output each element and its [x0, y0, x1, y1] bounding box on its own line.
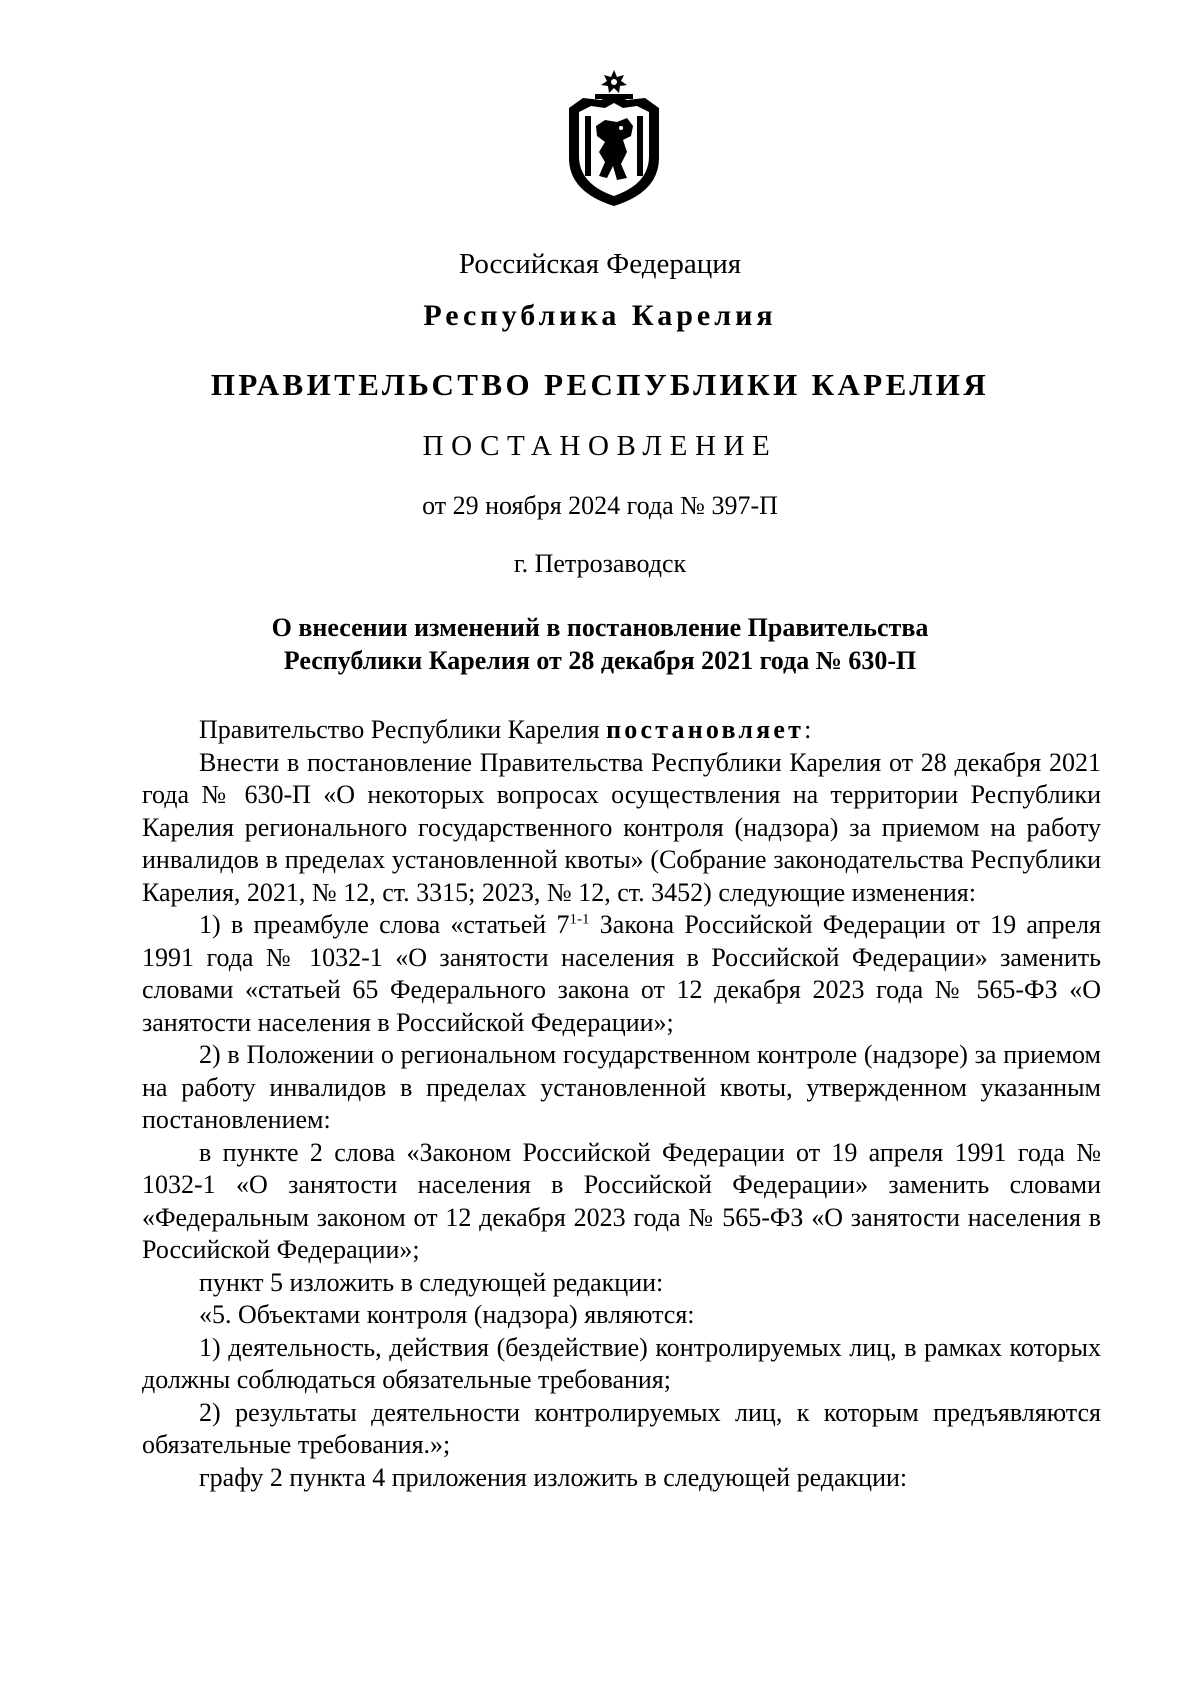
document-date-number: от 29 ноября 2024 года № 397-П [422, 491, 778, 520]
government-name: ПРАВИТЕЛЬСТВО РЕСПУБЛИКИ КАРЕЛИЯ [210, 367, 990, 402]
paragraph-item-2: 2) в Положении о региональном государственном контроле (надзоре) за приемом на работу инвалидов в пределах установленной квоты, утвержденном указанным постановлением: [142, 1040, 1101, 1134]
document-type: ПОСТАНОВЛЕНИЕ [422, 430, 778, 462]
paragraph-amend: Внести в постановление Правительства Республики Карелия от 28 декабря 2021 года № 630-П «О некоторых вопросах осуществления на территории Республики Карелия регионального государственного контроля (надзора) за приемом на работу инвалидов в пределах установленной квоты» (Собрание законодательства Республики Карелия, 2021, № 12, ст. 3315; 2023, № 12, ст. 3452) следующие изменения: [142, 747, 1101, 907]
paragraph-item-1 [142, 909, 1101, 1039]
intro-paragraph [142, 714, 1101, 747]
paragraph-appendix: графу 2 пункта 4 приложения изложить в следующей редакции: [199, 1462, 908, 1492]
item-1-after: Закона Российской Федерации от 19 апреля 1991 года № 1032-1 «О занятости населения в Российской Федерации» заменить словами «статьей 65 Федерального закона от 12 декабря 2023 года № 565-ФЗ «О занятости населения в Российской Федерации»; [142, 910, 1102, 1037]
republic-name: Республика Карелия [423, 299, 777, 332]
paragraph-point-5: пункт 5 изложить в следующей редакции: [199, 1267, 664, 1297]
intro-keyword: постановляет [606, 715, 805, 744]
paragraph-object-1: 1) деятельность, действия (бездействие) контролируемых лиц, в рамках которых должны соблюдаться обязательные требования; [142, 1332, 1101, 1394]
intro-prefix: Правительство Республики Карелия [199, 715, 607, 744]
paragraph-point-2: в пункте 2 слова «Законом Российской Федерации от 19 апреля 1991 года № 1032-1 «О занятости населения в Российской Федерации» заменить словами «Федеральным законом от 12 декабря 2023 года № 565-ФЗ «О занятости населения в Российской Федерации»; [142, 1137, 1101, 1264]
item-1-superscript: 1-1 [569, 911, 590, 928]
intro-suffix: : [804, 715, 812, 744]
paragraph-object-2: 2) результаты деятельности контролируемых лиц, к которым предъявляются обязательные требования.»; [142, 1397, 1101, 1459]
document-city: г. Петрозаводск [513, 549, 687, 578]
country-name: Российская Федерация [458, 248, 742, 280]
document-title [0, 611, 1200, 677]
document-body [142, 714, 1101, 1494]
karelia-coat-of-arms-icon [561, 68, 667, 208]
document-title-line-2: Республики Карелия от 28 декабря 2021 года № 630-П [283, 646, 917, 675]
document-title-line-1: О внесении изменений в постановление Правительства [271, 613, 929, 642]
paragraph-objects: «5. Объектами контроля (надзора) являются: [199, 1300, 695, 1329]
item-1-before: 1) в преамбуле слова «статьей 7 [199, 910, 570, 939]
